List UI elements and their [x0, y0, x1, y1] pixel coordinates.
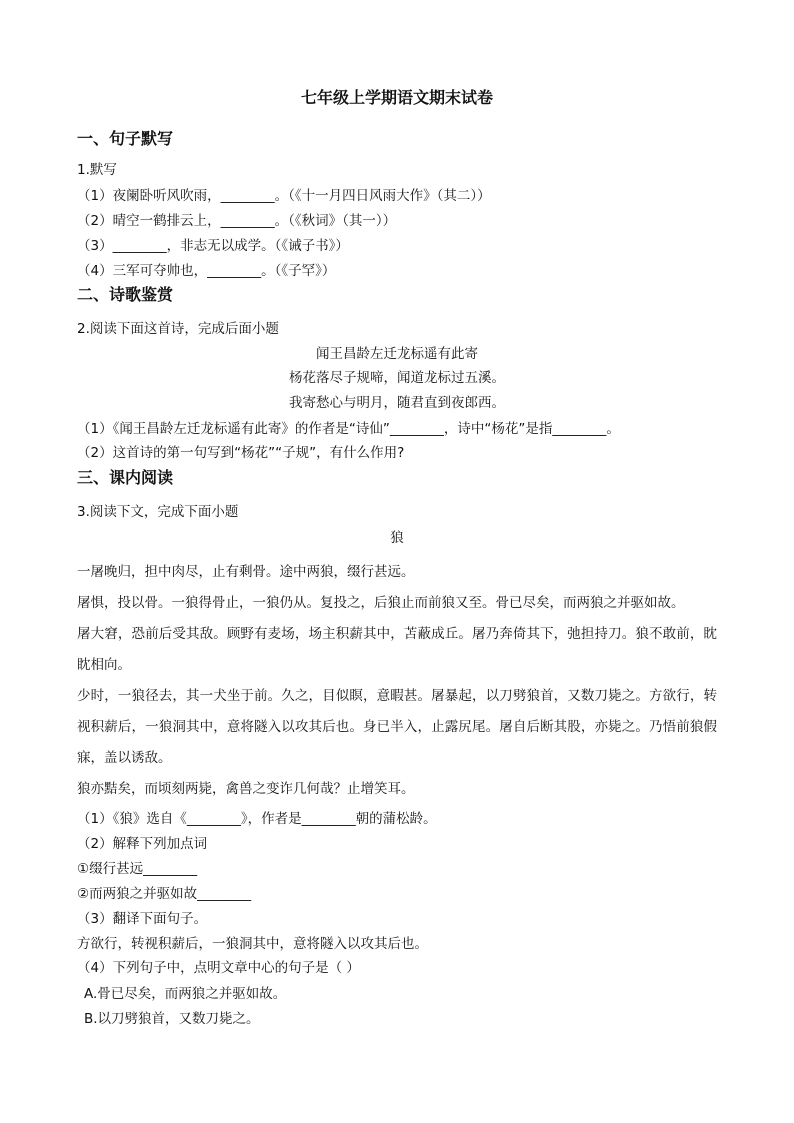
q3-item-2-a: ①缀行甚远________: [77, 861, 198, 877]
poem-title: 闻王昌龄左迁龙标遥有此寄: [316, 346, 478, 362]
text-paragraph-1: 一屠晚归，担中肉尽，止有剩骨。途中两狼，缀行甚远。: [77, 564, 415, 580]
q1-item-4: （4）三军可夺帅也，________。（《子罕》）: [77, 263, 336, 279]
q3-item-4: （4）下列句子中，点明文章中心的句子是（ ）: [77, 960, 360, 976]
section-2-heading: 二、诗歌鉴赏: [77, 285, 174, 304]
text-paragraph-4: 少时，一狼径去，其一犬坐于前。久之，目似瞑，意暇甚。屠暴起，以刀劈狼首，又数刀毙之。方欲行，转视积薪后，一狼洞其中，意将隧入以攻其后也。身已半入，止露尻尾。屠自后断其股，亦毙之。乃悟前狼假寐，盖以诱敌。: [77, 688, 717, 766]
q3-option-b: B.以刀劈狼首，又数刀毙之。: [84, 1011, 260, 1027]
question-1-label: 1.默写: [77, 162, 117, 178]
question-3-label: 3.阅读下文，完成下面小题: [77, 504, 239, 520]
text-paragraph-5: 狼亦黠矣，而顷刻两毙，禽兽之变诈几何哉？止增笑耳。: [77, 781, 415, 797]
q1-item-2: （2）晴空一鹤排云上，________。（《秋词》（其一））: [77, 213, 397, 229]
q3-item-2-b: ②而两狼之并驱如故________: [77, 886, 252, 902]
text-title: 狼: [390, 530, 404, 546]
q3-item-1: （1）《狼》选自《________》，作者是________朝的蒲松龄。: [77, 811, 437, 827]
q3-item-2: （2）解释下列加点词: [77, 836, 208, 852]
q2-item-1: （1）《闻王昌龄左迁龙标遥有此寄》的作者是“诗仙”________，诗中“杨花”是指________。: [77, 421, 620, 437]
q3-option-a: A.骨已尽矣，而两狼之并驱如故。: [84, 986, 287, 1002]
question-2-label: 2.阅读下面这首诗，完成后面小题: [77, 321, 279, 337]
q3-item-3: （3）翻译下面句子。: [77, 911, 208, 927]
poem-line-1: 杨花落尽子规啼，闻道龙标过五溪。: [289, 370, 505, 386]
q3-item-3-sentence: 方欲行，转视积薪后，一狼洞其中，意将隧入以攻其后也。: [77, 936, 428, 952]
text-paragraph-3: 屠大窘，恐前后受其敌。顾野有麦场，场主积薪其中，苫蔽成丘。屠乃奔倚其下，弛担持刀。狼不敢前，眈眈相向。: [77, 626, 717, 673]
q1-item-1: （1）夜阑卧听风吹雨，________。（《十一月四日风雨大作》（其二））: [77, 188, 491, 204]
section-3-heading: 三、课内阅读: [77, 468, 174, 487]
page-title: 七年级上学期语文期末试卷: [300, 88, 493, 107]
poem-line-2: 我寄愁心与明月，随君直到夜郎西。: [289, 395, 505, 411]
text-paragraph-2: 屠惧，投以骨。一狼得骨止，一狼仍从。复投之，后狼止而前狼又至。骨已尽矣，而两狼之并驱如故。: [77, 595, 685, 611]
q1-item-3: （3）________，非志无以成学。（《诫子书》）: [77, 238, 349, 254]
q2-item-2: （2）这首诗的第一句写到“杨花”“子规”，有什么作用?: [77, 445, 405, 461]
section-1-heading: 一、句子默写: [77, 129, 174, 148]
